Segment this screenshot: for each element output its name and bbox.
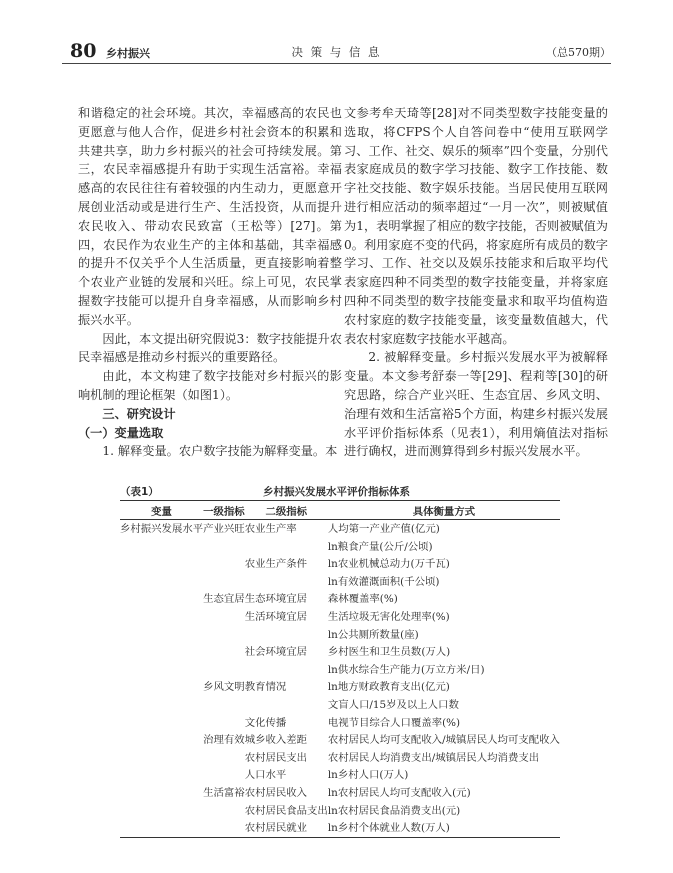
table-cell xyxy=(203,714,245,732)
table-cell: ln地方财政教育支出(亿元) xyxy=(327,681,450,694)
table-cell xyxy=(203,573,245,591)
table-cell xyxy=(120,749,203,767)
table-row xyxy=(120,819,560,837)
table-cell xyxy=(203,608,245,626)
right-column xyxy=(344,104,608,461)
table-cell: 森林覆盖率(%) xyxy=(327,593,398,606)
table-cell: ln乡村个体就业人数(万人) xyxy=(328,819,560,837)
paragraph: 文参考牟天琦等[28]对不同类型数字技能变量的选取，将CFPS个人自答问卷中“使用互联网学习、工作、社交、娱乐的频率”四个变量，分别代表家庭成员的数字学习技能、数字工作技能、数字社交技能、数字娱乐技能。当居民使用互联网进行相应活动的频率超过“一月一次”，则被赋值为1，表明掌握了相应的数字技能，否则被赋值为0。利用家庭不变的代码，将家庭所有成员的数字学习、工作、社交以及娱乐技能求和后取平均代表家庭四种不同类型的数字技能变量，并将家庭四种不同类型的数字技能变量求和取平均值构造农村家庭的数字技能变量，该变量数值越大，代表农村家庭数字技能水平越高。 xyxy=(344,106,608,346)
table-row xyxy=(120,626,560,644)
table-cell: 乡村振兴发展水平 xyxy=(120,523,204,535)
header-rule xyxy=(62,63,611,64)
table-cell xyxy=(203,643,245,661)
table-label: （表1） xyxy=(120,486,159,498)
table-cell xyxy=(203,555,245,573)
table-cell: 农村居民就业 xyxy=(245,819,328,837)
table-row xyxy=(120,696,560,714)
table-cell: 教育情况 xyxy=(244,681,287,694)
table-cell xyxy=(120,784,203,802)
table-row xyxy=(120,714,560,732)
table-row xyxy=(120,573,560,591)
table-cell: 生态环境宜居 xyxy=(244,593,308,606)
table-cell xyxy=(203,538,245,556)
table-row xyxy=(120,661,560,679)
journal-title: 决 策 与 信 息 xyxy=(291,45,382,59)
table-row xyxy=(120,802,560,820)
table-cell xyxy=(120,555,203,573)
table-row xyxy=(120,520,560,538)
table-cell xyxy=(120,678,203,696)
table-row xyxy=(120,749,560,767)
table-cell: 人口水平 xyxy=(244,769,287,782)
table-cell: 文盲人口/15岁及以上人口数 xyxy=(327,698,459,711)
table-cell xyxy=(245,573,328,591)
table-cell: ln公共厕所数量(座) xyxy=(327,628,419,641)
table-cell: 生活富裕 xyxy=(203,786,245,799)
table-cell: 生活垃圾无害化处理率(%) xyxy=(327,610,450,623)
table-cell: ln农村居民食品消费支出(元) xyxy=(327,804,461,817)
table-cell: ln农村居民人均可支配收入(元) xyxy=(327,786,471,799)
paragraph: 2. 被解释变量。乡村振兴发展水平为被解释变量。本文参考舒泰一等[29]、程莉等[30]的研究思路，综合产业兴旺、生态宜居、乡风文明、治理有效和生活富裕5个方面，构建乡村振兴发展水平评价指标体系（见表1），利用熵值法对指标进行确权，进而测算得到乡村振兴发展水平。 xyxy=(344,350,608,459)
table-cell xyxy=(120,538,203,556)
subsection-heading: （一）变量选取 xyxy=(78,425,164,440)
table-cell xyxy=(120,714,203,732)
table-cell: ln有效灌溉面积(千公顷) xyxy=(327,575,440,588)
table-header: 具体衡量方式 xyxy=(328,501,560,520)
table-row xyxy=(120,643,560,661)
table-row xyxy=(120,678,560,696)
paragraph: 1. 解释变量。农户数字技能为解释变量。本 xyxy=(102,444,338,459)
table-cell xyxy=(120,661,203,679)
table-cell xyxy=(120,626,203,644)
table-cell xyxy=(203,661,245,679)
table-cell xyxy=(120,766,203,784)
table-cell: 产业兴旺 xyxy=(203,523,245,535)
table-header: 变量 xyxy=(120,501,203,520)
table-header: 二级指标 xyxy=(245,501,328,520)
table-cell xyxy=(245,661,328,679)
table-cell xyxy=(203,802,245,820)
table-cell xyxy=(245,696,328,714)
paragraph: 由此，本文构建了数字技能对乡村振兴的影响机制的理论框架（如图1）。 xyxy=(78,369,342,402)
table-cell: 农村居民人均可支配收入/城镇居民人均可支配收入 xyxy=(327,734,560,747)
paragraph: 和谐稳定的社会环境。其次，幸福感高的农民也更愿意与他人合作，促进乡村社会资本的积累和共建共享，助力乡村振兴的社会可持续发展。第三，农民幸福感提升有助于实现生活富裕。幸福感高的农民往往有着较强的内生动力，更愿意开展创业活动或是进行生产、生活投资，从而提升农民收入、带动农民致富（王松等）[27]。第四，农民作为农业生产的主体和基础，其幸福感的提升不仅关乎个人生活质量，更直接影响着整个农业产业链的发展和兴旺。综上可见，农民掌握数字技能可以提升自身幸福感，从而影响乡村振兴水平。 xyxy=(78,106,342,327)
table-cell: ln乡村人口(万人) xyxy=(327,769,409,782)
table-row xyxy=(120,590,560,608)
table-cell: 乡风文明 xyxy=(203,681,245,694)
table-cell: 城乡收入差距 xyxy=(244,734,308,747)
table-cell: 电视节目综合人口覆盖率(%) xyxy=(327,716,461,729)
table-cell: 农村居民支出 xyxy=(244,751,308,764)
left-column xyxy=(78,104,342,461)
table-cell: 社会环境宜居 xyxy=(244,646,308,659)
table-cell: 人均第一产业产值(亿元) xyxy=(327,523,440,535)
table-row xyxy=(120,766,560,784)
indicator-table xyxy=(120,500,560,838)
table-cell xyxy=(120,819,203,837)
table-row xyxy=(120,608,560,626)
paragraph: 因此，本文提出研究假说3：数字技能提升农民幸福感是推动乡村振兴的重要路径。 xyxy=(78,331,342,365)
table-cell: 农业生产率 xyxy=(244,523,297,535)
table-cell: ln农业机械总动力(万千瓦) xyxy=(327,558,450,571)
table-header: 一级指标 xyxy=(203,501,245,520)
table-cell: 乡村医生和卫生员数(万人) xyxy=(327,646,451,659)
table-cell: 生态宜居 xyxy=(203,593,245,606)
table-header-row xyxy=(120,501,560,520)
table-cell xyxy=(120,643,203,661)
table-row xyxy=(120,784,560,802)
table-cell xyxy=(203,749,245,767)
table-cell: 农村居民收入 xyxy=(244,786,308,799)
table-cell: 文化传播 xyxy=(244,716,287,729)
table-cell xyxy=(120,696,203,714)
issue-number: （总570期） xyxy=(546,46,611,59)
table-cell xyxy=(120,590,203,608)
table-cell: 农村居民人均消费支出/城镇居民人均消费支出 xyxy=(327,751,540,764)
table-cell: 治理有效 xyxy=(203,734,245,747)
table-cell xyxy=(203,819,245,837)
table-cell xyxy=(203,766,245,784)
table-caption xyxy=(120,484,553,500)
table-cell xyxy=(203,696,245,714)
table-row xyxy=(120,538,560,556)
table-row xyxy=(120,555,560,573)
table-cell xyxy=(120,802,203,820)
table-cell xyxy=(203,626,245,644)
table-cell: 农村居民食品支出 xyxy=(244,804,328,817)
table-cell: ln粮食产量(公斤/公顷) xyxy=(327,540,433,553)
table-cell xyxy=(245,626,328,644)
table-cell xyxy=(120,608,203,626)
page-number: 80 xyxy=(70,40,97,62)
table-cell xyxy=(245,538,328,556)
section-name: 乡村振兴 xyxy=(106,47,150,60)
table-cell: 农业生产条件 xyxy=(244,558,308,571)
table-cell xyxy=(120,731,203,749)
table-row xyxy=(120,731,560,749)
table-cell: 生活环境宜居 xyxy=(244,610,308,623)
table-cell: ln供水综合生产能力(万立方米/日) xyxy=(327,663,485,676)
table-title: 乡村振兴发展水平评价指标体系 xyxy=(263,486,410,498)
section-heading: 三、研究设计 xyxy=(102,406,176,421)
table-cell xyxy=(120,573,203,591)
